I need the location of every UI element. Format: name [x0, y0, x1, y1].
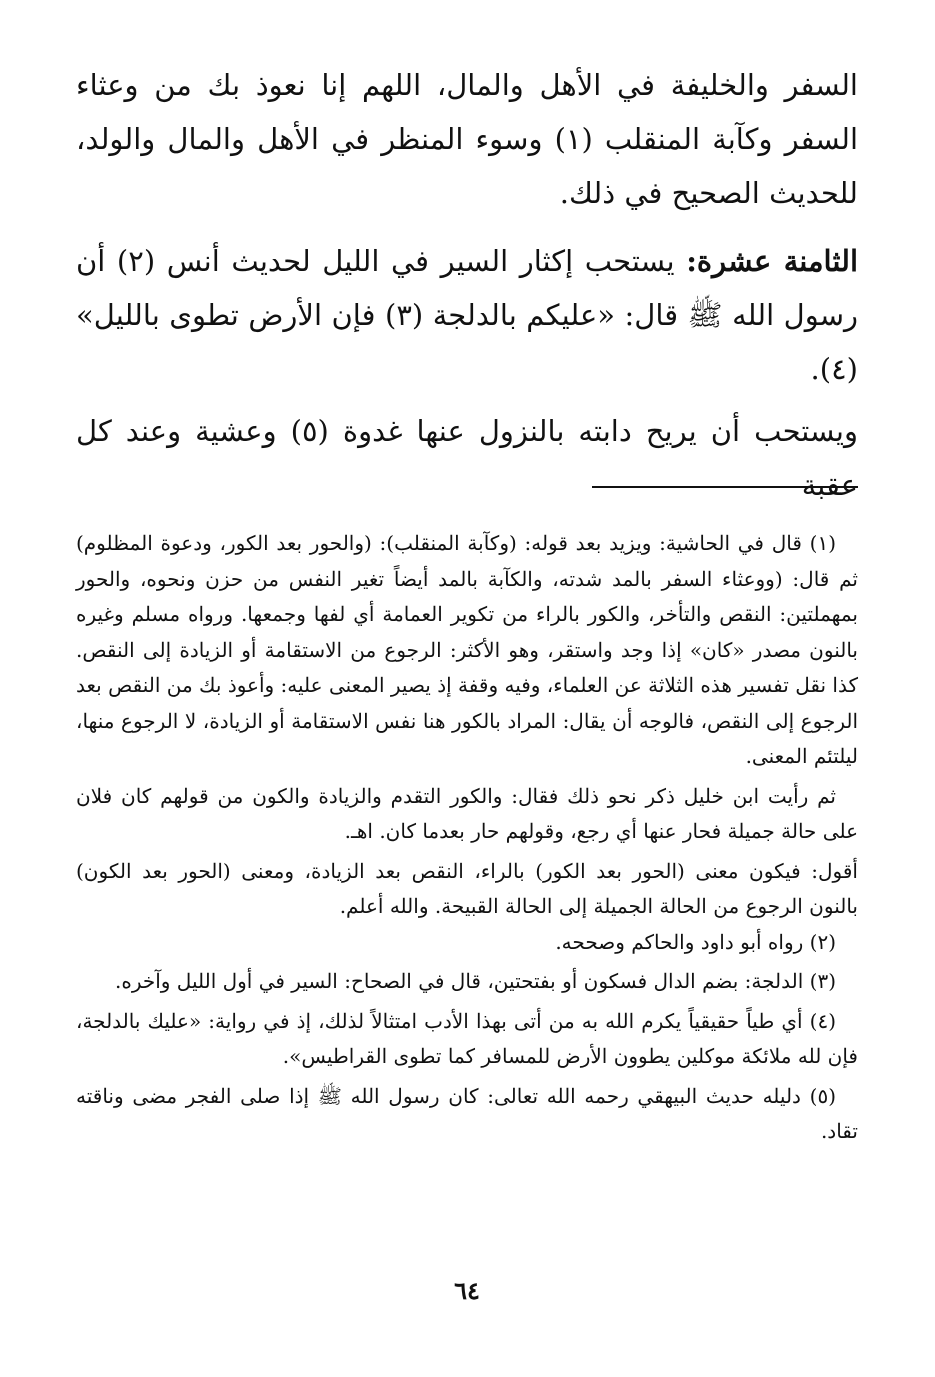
- footnote-separator: [592, 486, 858, 488]
- footnote-2: (٢) رواه أبو داود والحاكم وصححه.: [555, 929, 836, 954]
- main-paragraph-3: ويستحب أن يريح دابته بالنزول عنها غدوة (٥) وعشية وعند كل عقبة: [76, 414, 858, 502]
- footnote-4: (٤) أي طياً حقيقياً يكرم الله به من أتى بهذا الأدب امتثالاً لذلك، إذ في رواية: «عليك بالدلجة، فإن لله ملائكة موكلين يطوون الأرض للمسافر كما تطوى القراطيس».: [76, 1008, 858, 1068]
- main-text: [76, 58, 858, 512]
- footnote-5: (٥) دليله حديث البيهقي رحمه الله تعالى: كان رسول الله ﷺ إذا صلى الفجر مضى وناقته تقاد.: [76, 1083, 858, 1143]
- page-number: ٦٤: [454, 1276, 480, 1305]
- main-paragraph-1: السفر والخليفة في الأهل والمال، اللهم إنا نعوذ بك من وعثاء السفر وكآبة المنقلب (١) وسوء المنظر في الأهل والمال والولد، للحديث الصحيح في ذلك.: [76, 68, 859, 210]
- main-paragraph-2: [76, 234, 858, 396]
- section-heading: الثامنة عشرة:: [686, 244, 859, 278]
- footnote-1: (١) قال في الحاشية: ويزيد بعد قوله: (وكآبة المنقلب): (والحور بعد الكور، ودعوة المظلوم) ثم قال: (ووعثاء السفر بالمد شدته، والكآبة بالمد أيضاً تغير النفس من حزن ونحوه، والحور بمهملتين: النقص والتأخر، والكور بالراء من تكوير العمامة أي لفها وجمعها. ورواه مسلم وغيره بالنون مصدر «كان» إذا وجد واستقر، وهو الأكثر: الرجوع من الاستقامة أو الزيادة إلى النقص. كذا نقل تفسير هذه الثلاثة عن العلماء، وفيه وقفة إذ يصير المعنى عليه: وأعوذ بك من النقص بعد الرجوع إلى النقص، فالوجه أن يقال: المراد بالكور هنا نفس الاستقامة أو الزيادة، لا الرجوع منها، ليلتئم المعنى.: [76, 531, 858, 768]
- footnote-1-continued: ثم رأيت ابن خليل ذكر نحو ذلك فقال: والكور التقدم والزيادة والكون من قولهم كان فلان على حالة جميلة فحار عنها أي رجع، وقولهم حار بعدما كان. اهـ.: [76, 783, 858, 843]
- footnotes: [76, 526, 858, 1150]
- book-page: [76, 58, 858, 1338]
- main-paragraph-2-text: يستحب إكثار السير في الليل لحديث أنس (٢) أن رسول الله ﷺ قال: «عليكم بالدلجة (٣) فإن الأرض تطوى بالليل» (٤).: [76, 244, 858, 386]
- footnote-3: (٣) الدلجة: بضم الدال فسكون أو بفتحتين، قال في الصحاح: السير في أول الليل وآخره.: [114, 969, 836, 993]
- footnote-1-comment: أقول: فيكون معنى (الحور بعد الكور) بالراء، النقص بعد الزيادة، ومعنى (الحور بعد الكون) بالنون الرجوع من الحالة الجميلة إلى الحالة القبيحة. والله أعلم.: [76, 858, 858, 918]
